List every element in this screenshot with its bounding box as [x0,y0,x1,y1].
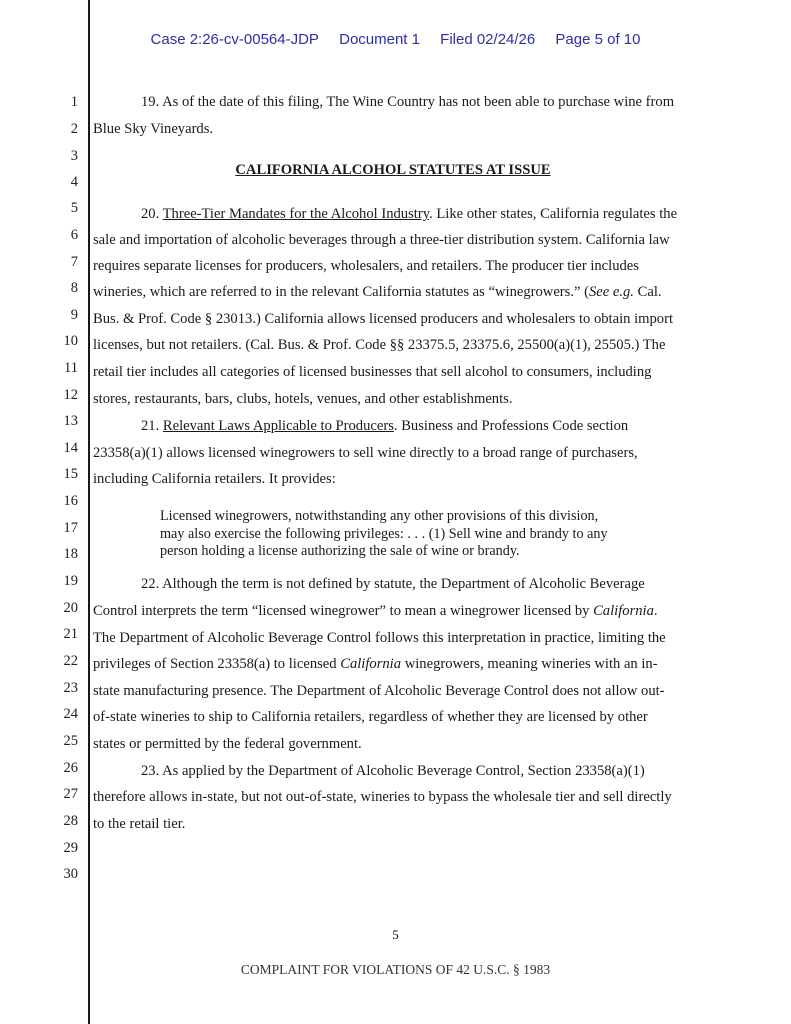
line-number: 2 [70,121,78,137]
line-number: 17 [63,520,78,536]
text-line: retail tier includes all categories of licensed businesses that sell alcohol to consumers, including [93,364,652,380]
text-run: winegrowers, meaning wineries with an in- [401,656,658,672]
page-number: 5 [392,927,399,942]
text-run: . Business and Professions Code section [393,418,629,434]
quote-line: may also exercise the following privileges: . . . (1) Sell wine and brandy to any [160,525,608,542]
text-line: 22. Although the term is not defined by statute, the Department of Alcoholic Beverage [141,576,645,592]
text-line: Bus. & Prof. Code § 23013.) California allows licensed producers and wholesalers to obtain import [93,311,673,327]
text-run: . Like other states, California regulates the [429,206,678,222]
text-line: of-state wineries to ship to California retailers, regardless of whether they are licensed by other [93,709,648,725]
line-number: 7 [70,254,78,270]
paragraph-title: Three-Tier Mandates for the Alcohol Industry [162,206,430,222]
line-number: 22 [63,653,78,669]
block-quote [160,508,640,561]
text-line: state manufacturing presence. The Department of Alcoholic Beverage Control does not allow out- [93,683,665,699]
text-line: The Department of Alcoholic Beverage Control follows this interpretation in practice, limiting the [93,630,666,646]
text-line [93,603,658,620]
line-number: 13 [63,413,78,429]
document-number: Document 1 [339,31,420,48]
text-line: 23358(a)(1) allows licensed winegrowers to sell wine directly to a broad range of purchasers, [93,445,638,461]
text-run: Control interprets the term “licensed winegrower” to mean a winegrower licensed by [93,603,594,619]
quote-line: person holding a license authorizing the sale of wine or brandy. [160,543,520,559]
emphasis: California [340,656,402,672]
line-number: 4 [70,174,78,190]
text-line [141,418,628,435]
line-number: 11 [64,360,78,376]
text-line: 23. As applied by the Department of Alcoholic Beverage Control, Section 23358(a)(1) [141,763,645,779]
text-line [141,206,677,223]
line-number: 9 [70,307,78,323]
text-line [93,656,658,673]
line-number: 16 [63,493,78,509]
line-number: 5 [70,200,78,216]
line-number: 25 [63,733,78,749]
line-number: 23 [63,680,78,696]
paragraph-title: Relevant Laws Applicable to Producers [162,418,394,434]
text-line: 19. As of the date of this filing, The Wine Country has not been able to purchase wine from [141,94,675,110]
text-line: therefore allows in-state, but not out-of-state, wineries to bypass the wholesale tier and sell directly [93,789,672,805]
line-number: 20 [63,600,78,616]
line-number: 26 [63,760,78,776]
text-run: privileges of Section 23358(a) to licensed [93,656,341,672]
citation-signal: See e.g. [588,284,634,300]
page-indicator: Page 5 of 10 [555,31,641,48]
text-line: including California retailers. It provides: [93,471,336,487]
text-line: sale and importation of alcoholic beverages through a three-tier distribution system. California law [93,232,670,248]
text-line: licenses, but not retailers. (Cal. Bus. & Prof. Code §§ 23375.5, 23375.6, 25500(a)(1), 25505.) The [93,337,666,353]
line-number: 19 [63,573,78,589]
emphasis: California [593,603,654,619]
line-number: 27 [63,786,78,802]
text-line: states or permitted by the federal government. [93,736,362,752]
line-number: 1 [70,94,78,110]
line-number: 28 [63,813,78,829]
text-line: Blue Sky Vineyards. [93,121,214,137]
case-header [0,31,791,48]
line-number: 6 [70,227,78,243]
section-heading: CALIFORNIA ALCOHOL STATUTES AT ISSUE [235,162,551,178]
line-number: 8 [70,280,78,296]
line-number: 29 [63,840,78,856]
line-number: 10 [63,333,78,349]
text-run: Cal. [633,284,662,300]
left-margin-rule [88,0,90,1024]
line-number: 14 [63,440,78,456]
line-number: 15 [63,466,78,482]
line-number: 12 [63,387,78,403]
text-line: stores, restaurants, bars, clubs, hotels, venues, and other establishments. [93,391,513,407]
line-number: 21 [63,626,78,642]
text-run: . [653,603,658,619]
text-run: wineries, which are referred to in the relevant California statutes as “winegrowers.” ( [93,284,589,300]
line-number: 24 [63,706,78,722]
document-footer: COMPLAINT FOR VIOLATIONS OF 42 U.S.C. § 1983 [240,962,551,977]
text-line [93,284,662,301]
line-number: 30 [63,866,78,882]
quote-line: Licensed winegrowers, notwithstanding any other provisions of this division, [160,508,599,524]
paragraph-number: 20. [141,206,163,222]
text-line: requires separate licenses for producers, wholesalers, and retailers. The producer tier includes [93,258,639,274]
case-number: Case 2:26-cv-00564-JDP [150,31,319,48]
paragraph-number: 21. [141,418,163,434]
line-number: 3 [70,148,78,164]
line-number: 18 [63,546,78,562]
filed-date: Filed 02/24/26 [440,31,536,48]
text-line: to the retail tier. [93,816,186,832]
